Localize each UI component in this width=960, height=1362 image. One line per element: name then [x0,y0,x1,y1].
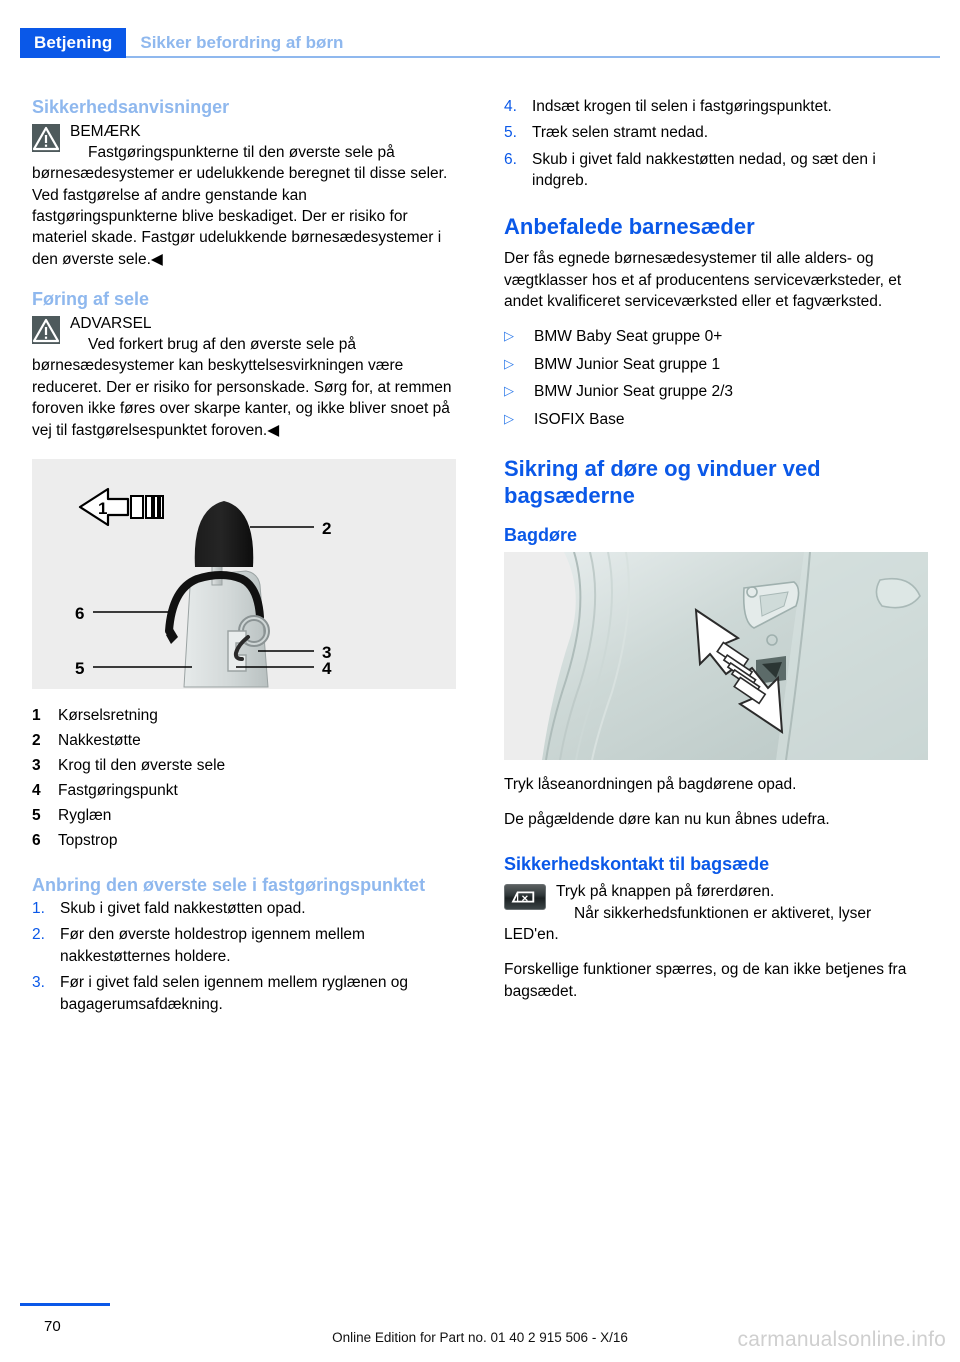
right-column [504,96,928,1029]
warning-triangle-icon [32,316,60,344]
svg-text:3: 3 [322,642,332,662]
page-body [32,96,928,1029]
step-number: 2. [32,926,45,944]
safety-switch-text-2: Når sikkerhedsfunktionen er aktiveret, lyser LED'en. [504,904,872,944]
step-item [32,898,456,919]
svg-text:5: 5 [75,658,85,678]
site-watermark: carmanualsonline.info [737,1328,946,1351]
page-number: 70 [44,1318,61,1335]
warning-triangle-icon [32,124,60,152]
triangle-bullet-icon: ▷ [504,410,514,426]
legend-item [32,828,456,853]
recommended-seats-list [504,326,928,430]
svg-text:4: 4 [322,658,332,678]
heading-sikring-af-dore: Sikring af døre og vinduer ved bagsæderne [504,455,821,508]
svg-text:✕: ✕ [521,893,529,904]
svg-text:2: 2 [322,518,332,538]
header-chapter-tab: Betjening [20,28,126,58]
list-item-label: BMW Junior Seat gruppe 2/3 [534,383,734,401]
list-item-label: BMW Baby Seat gruppe 0+ [534,328,723,346]
step-item [32,924,456,967]
step-item [32,972,456,1015]
figure-seat-top-tether [32,459,456,689]
legend-item [32,703,456,728]
list-item [504,409,928,430]
list-item-label: ISOFIX Base [534,410,625,428]
step-text: Træk selen stramt nedad. [532,124,709,142]
note-text: Fastgøringspunkterne til den øverste sele på børnesædesystemer er udelukkende beregnet til disse seler. Ved fastgørelse af andre genstande kan fastgøringspunkterne blive beskadiget. Der er risiko for materiel skade. Fastgør udelukkende børnesædesystemer i den øverste sele.◀ [32,143,448,268]
step-item [504,122,928,143]
step-number: 4. [504,98,517,115]
list-item-label: BMW Junior Seat gruppe 1 [534,355,721,373]
legend-label: Fastgøringspunkt [58,782,178,800]
svg-text:6: 6 [75,603,85,623]
step-number: 1. [32,900,45,918]
note-block [32,121,456,271]
legend-number: 3 [32,757,41,775]
step-text: Indsæt krogen til selen i fastgøringspunktet. [532,98,832,115]
legend-number: 4 [32,782,41,800]
heading-sikkerhedsanvisninger: Sikkerhedsanvisninger [32,97,230,117]
step-text: Før i givet fald selen igennem mellem ryglænen og bagagerumsafdækning. [60,974,409,1013]
legend-label: Krog til den øverste sele [58,757,226,775]
safety-switch-text-3: Forskellige funktioner spærres, og de kan ikke betjenes fra bagsædet. [504,961,907,1000]
left-column [32,96,456,1029]
heading-foring-af-sele: Føring af sele [32,289,150,310]
triangle-bullet-icon: ▷ [504,355,514,371]
safety-switch-block [504,881,928,945]
step-number: 6. [504,150,517,168]
heading-anbefalede-barnesaeder: Anbefalede barnesæder [504,213,755,239]
list-item [504,381,928,402]
legend-label: Nakkestøtte [58,731,141,749]
legend-label: Ryglæn [58,807,112,825]
steps-list-right [504,96,928,192]
legend-item [32,778,456,803]
legend-item [32,753,456,778]
step-item [504,149,928,192]
door-instruction-1: Tryk låseanordningen på bagdørene opad. [504,776,797,794]
warning-label: ADVARSEL [70,314,152,332]
warning-block [32,313,456,441]
step-text: Skub i givet fald nakkestøtten opad. [60,900,306,918]
running-header [20,28,940,58]
step-text: Før den øverste holdestrop igennem mellem nakkestøtternes holdere. [60,926,365,965]
triangle-bullet-icon: ▷ [504,328,514,344]
step-text: Skub i givet fald nakkestøtten nedad, og sæt den i indgreb. [532,150,876,190]
step-number: 5. [504,124,517,142]
list-item [504,326,928,347]
note-label: BEMÆRK [70,122,141,140]
safety-switch-text-1: Tryk på knappen på førerdøren. [556,883,775,901]
list-item [504,354,928,375]
figure-rear-door-lock [504,552,928,760]
legend-number: 6 [32,832,41,850]
triangle-bullet-icon: ▷ [504,383,514,399]
recommended-intro-text: Der fås egnede børnesædesystemer til alle alders- og vægtklasser hos et af producentens serviceværksteder, et andet kvalificeret serviceværksted eller et fagværksted. [504,250,902,311]
steps-list-left [32,898,456,1015]
legend-number: 1 [32,706,41,724]
heading-sikkerhedskontakt: Sikkerhedskontakt til bagsæde [504,853,770,874]
legend-label: Kørselsretning [58,706,158,724]
legend-item [32,803,456,828]
door-instruction-2: De pågældende døre kan nu kun åbnes udefra. [504,811,830,829]
legend-item [32,728,456,753]
legend-number: 2 [32,731,41,749]
header-section-title: Sikker befordring af børn [126,28,940,58]
heading-bagdore: Bagdøre [504,524,578,545]
footer-rule [20,1303,110,1306]
svg-text:1: 1 [98,498,108,518]
legend-label: Topstrop [58,832,118,850]
footer-edition-text: Online Edition for Part no. 01 40 2 915 506 - X/16 [332,1330,628,1345]
step-number: 3. [32,974,45,992]
door-window-lock-button-icon [504,884,546,910]
legend-number: 5 [32,807,41,825]
step-item [504,96,928,117]
heading-anbring-sele: Anbring den øverste sele i fastgøringspunktet [32,874,426,895]
figure-legend [32,703,456,854]
warning-text: Ved forkert brug af den øverste sele på børnesædesystemer kan beskyttelsesvirkningen være reduceret. Der er risiko for personskade. Sørg for, at remmen foroven ikke føres over skarpe kanter, og ikke bliver snoet på vej til fastgørelsespunktet foroven.◀ [32,336,452,439]
